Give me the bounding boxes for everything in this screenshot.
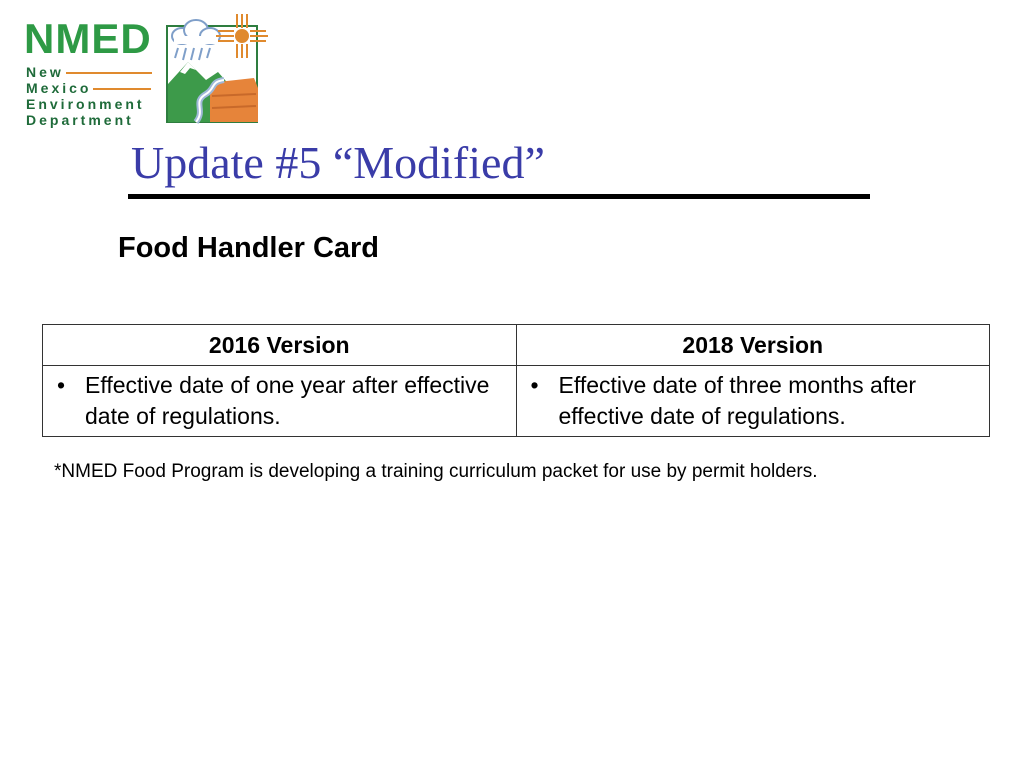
- bullet-icon: •: [57, 372, 66, 398]
- title-underline: [128, 194, 870, 199]
- cell-text: Effective date of one year after effective date of regulations.: [85, 372, 490, 429]
- logo-acronym: NMED: [24, 15, 152, 62]
- list-item: [525, 370, 982, 432]
- cell-2018: [516, 366, 990, 437]
- column-header-2016: 2016 Version: [43, 325, 517, 366]
- section-heading: Food Handler Card: [118, 232, 380, 264]
- cell-text: Effective date of three months after effective date of regulations.: [558, 372, 917, 429]
- list-item: [51, 370, 508, 432]
- landscape-emblem-icon: [166, 14, 268, 126]
- rain-cloud-icon: [172, 20, 220, 44]
- cell-2016: [43, 366, 517, 437]
- table-header-row: [43, 325, 990, 366]
- table-row: [43, 366, 990, 437]
- logo-line-environment: Environment: [26, 96, 145, 112]
- column-header-2018: 2018 Version: [516, 325, 990, 366]
- nmed-logo: [22, 14, 272, 126]
- version-comparison-table: [42, 324, 990, 437]
- footnote: *NMED Food Program is developing a training curriculum packet for use by permit holders.: [54, 461, 818, 482]
- page-title: Update #5 “Modified”: [131, 137, 545, 188]
- bullet-icon: •: [530, 372, 539, 398]
- logo-line-department: Department: [26, 112, 134, 128]
- zia-sun-icon: [216, 14, 268, 58]
- logo-line-mexico: Mexico: [26, 80, 151, 96]
- logo-line-new: New: [26, 64, 152, 80]
